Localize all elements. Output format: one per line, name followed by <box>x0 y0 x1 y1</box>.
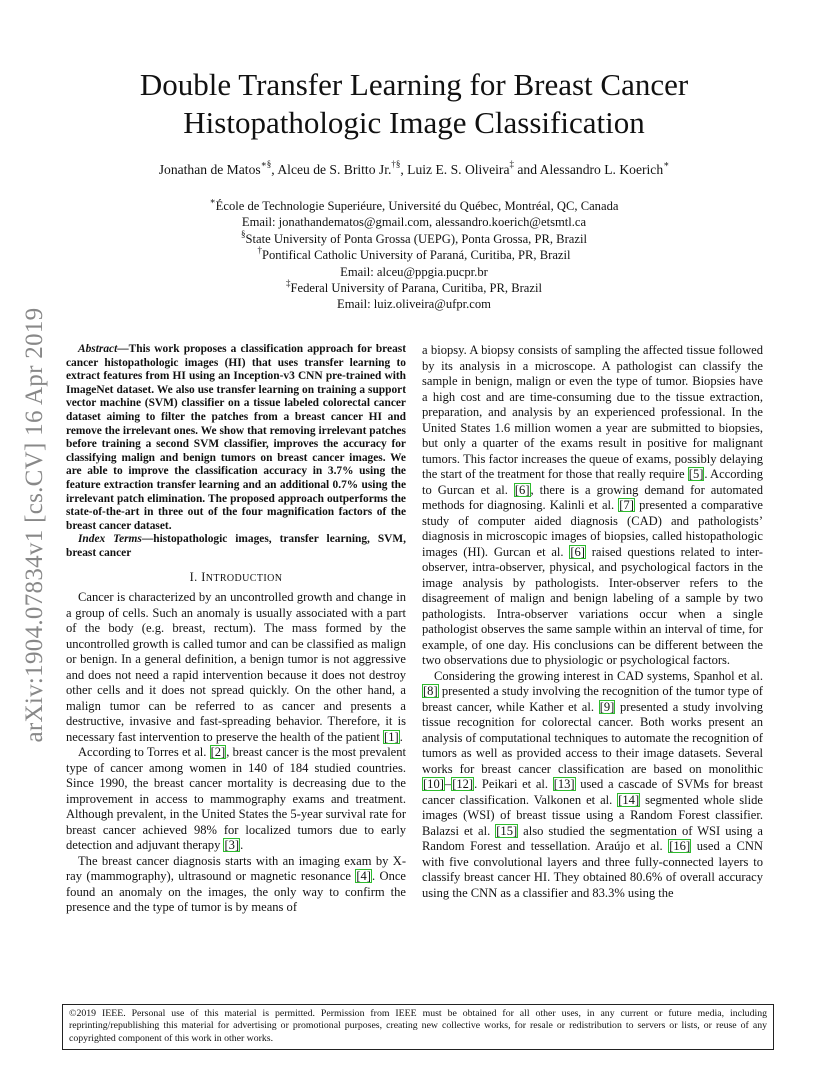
section-title-rest: NTRODUCTION <box>205 572 283 584</box>
affiliation-line <box>60 247 768 263</box>
body-text: . <box>399 729 403 744</box>
affiliation-text: Email: alceu@ppgia.pucpr.br <box>340 264 488 279</box>
author-affiliation-mark: ∗ <box>663 159 670 170</box>
body-text: . Once found an anomaly on the images, the only way to confirm the presence and the type of tumor is by means of <box>66 869 406 914</box>
body-text: – <box>444 777 452 791</box>
body-paragraph <box>66 745 406 854</box>
citation-link[interactable]: [1] <box>384 729 399 744</box>
affiliation-line <box>60 277 768 296</box>
citation-link[interactable]: [2] <box>210 745 226 759</box>
right-column <box>422 343 763 901</box>
affiliation-mark: † <box>257 245 262 256</box>
section-heading <box>66 570 406 587</box>
author-list <box>60 159 768 178</box>
title-line-2: Histopathologic Image Classification <box>183 105 645 140</box>
arxiv-identifier <box>22 290 48 760</box>
author-separator: and <box>513 162 540 177</box>
section-title-initial: I <box>201 569 206 584</box>
affiliation-text: Pontifical Catholic University of Paraná, Curitiba, PR, Brazil <box>262 248 571 263</box>
citation-link[interactable]: [13] <box>553 777 575 791</box>
affiliation-text: Federal University of Parana, Curitiba, PR, Brazil <box>290 281 542 296</box>
title-line-1: Double Transfer Learning for Breast Cancer <box>139 67 689 102</box>
body-text: raised questions related to inter-observer, intra-observer, physical, and psychological factors in the image analysis by pathologists. Inter-observer refers to the disagreement of malign and benign labeling of a sample by two pathologists. Intra-observer variations occur when a single pathologist observes the same sample within an interval of time, for example, of one day. His conclusions can be different between the two observations due to physiologic or psychological factors. <box>422 544 763 667</box>
citation-link[interactable]: [5] <box>688 467 704 481</box>
body-text: used a cascade of SVMs for breast cancer classification. Valkonen et al. <box>422 777 763 807</box>
body-text: presented a study involving tissue recognition for colorectal cancer. Both works present an analysis of computational techniques to automate the recognition of tumors as well as provided access to their image datasets. Several works for breast cancer classification are based on monolithic <box>422 699 763 776</box>
body-text: presented a comparative study of computer aided diagnosis (CAD) and pathologists’ diagnosis in microscopic images of biopsies, called histopathologic images (HI). Gurcan et al. <box>422 498 764 559</box>
affiliation-line <box>60 264 768 280</box>
body-text: used a CNN with five convolutional layers and three fully-connected layers to classify breast cancer HI. They obtained 80.6% of overall accuracy using the CNN as a classifier and 83.3% using the <box>422 839 763 900</box>
body-text: . <box>240 838 244 852</box>
citation-link[interactable]: [10] <box>423 777 444 791</box>
citation-link[interactable]: [6] <box>514 482 530 497</box>
affiliation-text: Email: luiz.oliveira@ufpr.com <box>337 297 491 312</box>
author-name: Alceu de S. Britto Jr. <box>277 162 392 177</box>
citation-link[interactable]: [4] <box>356 869 371 883</box>
affiliation-text: École de Technologie Superiéure, Université du Québec, Montréal, QC, Canada <box>215 199 619 213</box>
affiliation-mark: ∗ <box>209 195 216 206</box>
author-name: Jonathan de Matos <box>158 162 261 177</box>
body-text: , breast cancer is the most prevalent type of cancer among women in 140 of 184 studied countries. Since 1990, the breast cancer mortality is decreasing due to the improvement in access to mammography exams and treatment. Although prevalent, in the United States the 5-year survival rate for breast cancer achieved 98% for localized tumors due to early detection and adjuvant therapy <box>66 745 407 852</box>
citation-link[interactable]: [12] <box>452 777 474 791</box>
affiliation-line <box>60 195 768 214</box>
body-paragraph <box>422 343 763 669</box>
author-name: Alessandro L. Koerich <box>539 162 664 177</box>
citation-link[interactable]: [3] <box>224 838 240 852</box>
body-text: segmented whole slide images (WSI) of breast tissue using a Random Forest classifier. Balazsi et al. <box>422 792 763 838</box>
affiliations <box>60 195 768 313</box>
body-text: also studied the segmentation of WSI using a Random Forest and tessellation. Araújo et al. <box>422 823 763 853</box>
affiliation-line <box>60 228 768 247</box>
body-text: . According to Gurcan et al. <box>422 467 763 497</box>
citation-link[interactable]: [8] <box>423 684 438 698</box>
author-separator: , <box>400 162 408 177</box>
body-text: . Peikari et al. <box>474 777 553 791</box>
index-terms-label: Index Terms <box>78 533 142 546</box>
affiliation-text: Email: jonathandematos@gmail.com, alessandro.koerich@etsmtl.ca <box>241 215 587 230</box>
index-terms <box>66 533 406 560</box>
author-affiliation-mark: ∗§ <box>260 159 272 170</box>
affiliation-text: State University of Ponta Grossa (UEPG), Ponta Grossa, PR, Brazil <box>245 231 587 246</box>
arxiv-identifier-text: arXiv:1904.07834v1 [cs.CV] 16 Apr 2019 <box>21 307 48 743</box>
citation-link[interactable]: [14] <box>618 792 640 807</box>
index-terms-text: —histopathologic images, transfer learning, SVM, breast cancer <box>66 533 406 559</box>
copyright-notice: ©2019 IEEE. Personal use of this material is permitted. Permission from IEEE must be obtained for all other uses, in any current or future media, including reprinting/republishing this material for advertising or promotional purposes, creating new collective works, for resale or redistribution to servers or lists, or reuse of any copyrighted component of this work in other works. <box>62 1004 774 1050</box>
citation-link[interactable]: [6] <box>570 544 585 559</box>
abstract-text: —This work proposes a classification approach for breast cancer histopathologic images (HI) that uses transfer learning to extract features from HI using an Inception-v3 CNN pre-trained with ImageNet dataset. We also use transfer learning on training a support vector machine (SVM) classifier on a tissue labeled colorectal cancer dataset aiming to filter the patches from a breast cancer HI and remove the irrelevant ones. We show that removing irrelevant patches before training a second SVM classifier, improves the accuracy for classifying malign and benign tumors on breast cancer images. We are able to improve the classification accuracy in 3.7% using the feature extraction transfer learning and an additional 0.7% using the irrelevant patch elimination. The proposed approach outperforms the state-of-the-art in three out of the four magnification factors of the breast cancer dataset. <box>66 343 406 532</box>
affiliation-line <box>60 214 768 230</box>
affiliation-mark: ‡ <box>286 277 291 288</box>
body-text: According to Torres et al. <box>78 745 210 759</box>
author-name: Luiz E. S. Oliveira <box>407 162 510 177</box>
body-text: The breast cancer diagnosis starts with an imaging exam by X-ray (mammography), ultrasound or magnetic resonance <box>66 853 406 883</box>
citation-link[interactable]: [9] <box>599 699 615 714</box>
affiliation-mark: § <box>241 228 246 239</box>
author-affiliation-mark: †§ <box>391 159 401 170</box>
left-column <box>66 343 406 916</box>
author-separator: , <box>271 162 278 177</box>
body-text: presented a study involving the recognition of the tumor type of breast cancer, while Kather et al. <box>422 684 763 714</box>
body-paragraph <box>66 590 406 745</box>
body-paragraph <box>66 854 406 916</box>
citation-link[interactable]: [15] <box>496 823 518 838</box>
paper-title <box>60 66 768 142</box>
body-text: a biopsy. A biopsy consists of sampling the affected tissue followed by its analysis in a microscope. A pathologist can classify the sample in benign, malign or even the type of tumor. Biopsies have a high cost and are time-consuming due to the tissue extraction, preparation, and analysis by an experienced professional. In the United States 1.6 million women a year are submitted to biopsies, but only a quarter of the exams result in positive for malignant tumors. This factor increases the queue of exams, possibly delaying the start of the treatment for those that really require <box>422 343 763 481</box>
citation-link[interactable]: [16] <box>669 839 691 853</box>
body-text: , there is a growing demand for automated methods for diagnosing. Kalinli et al. <box>422 482 763 512</box>
citation-link[interactable]: [7] <box>619 498 634 512</box>
body-text: Cancer is characterized by an uncontrolled growth and change in a group of cells. Such an anomaly is usually associated with a part of the body (e.g. breast, rectum). The mass formed by the uncontrolled growth is called tumor and can be classified as malign or benign. In a general definition, a benign tumor is not aggressive and does not need a rapid intervention because it does not destroy other cells and it does not spread quickly. On the other hand, a malign tumor can be referred to as cancer and presents a destructive, invasive and fast-spreading behavior. Therefore, it is necessary fast intervention to preserve the health of the patient <box>66 590 406 744</box>
right-body-text <box>422 343 763 901</box>
left-body-text <box>66 590 406 916</box>
author-affiliation-mark: ‡ <box>509 159 514 170</box>
body-text: Considering the growing interest in CAD systems, Spanhol et al. <box>434 668 763 683</box>
abstract <box>66 343 406 533</box>
abstract-label: Abstract <box>78 343 118 355</box>
affiliation-line <box>60 296 768 312</box>
section-number: I. <box>189 569 198 584</box>
body-paragraph <box>422 669 763 902</box>
